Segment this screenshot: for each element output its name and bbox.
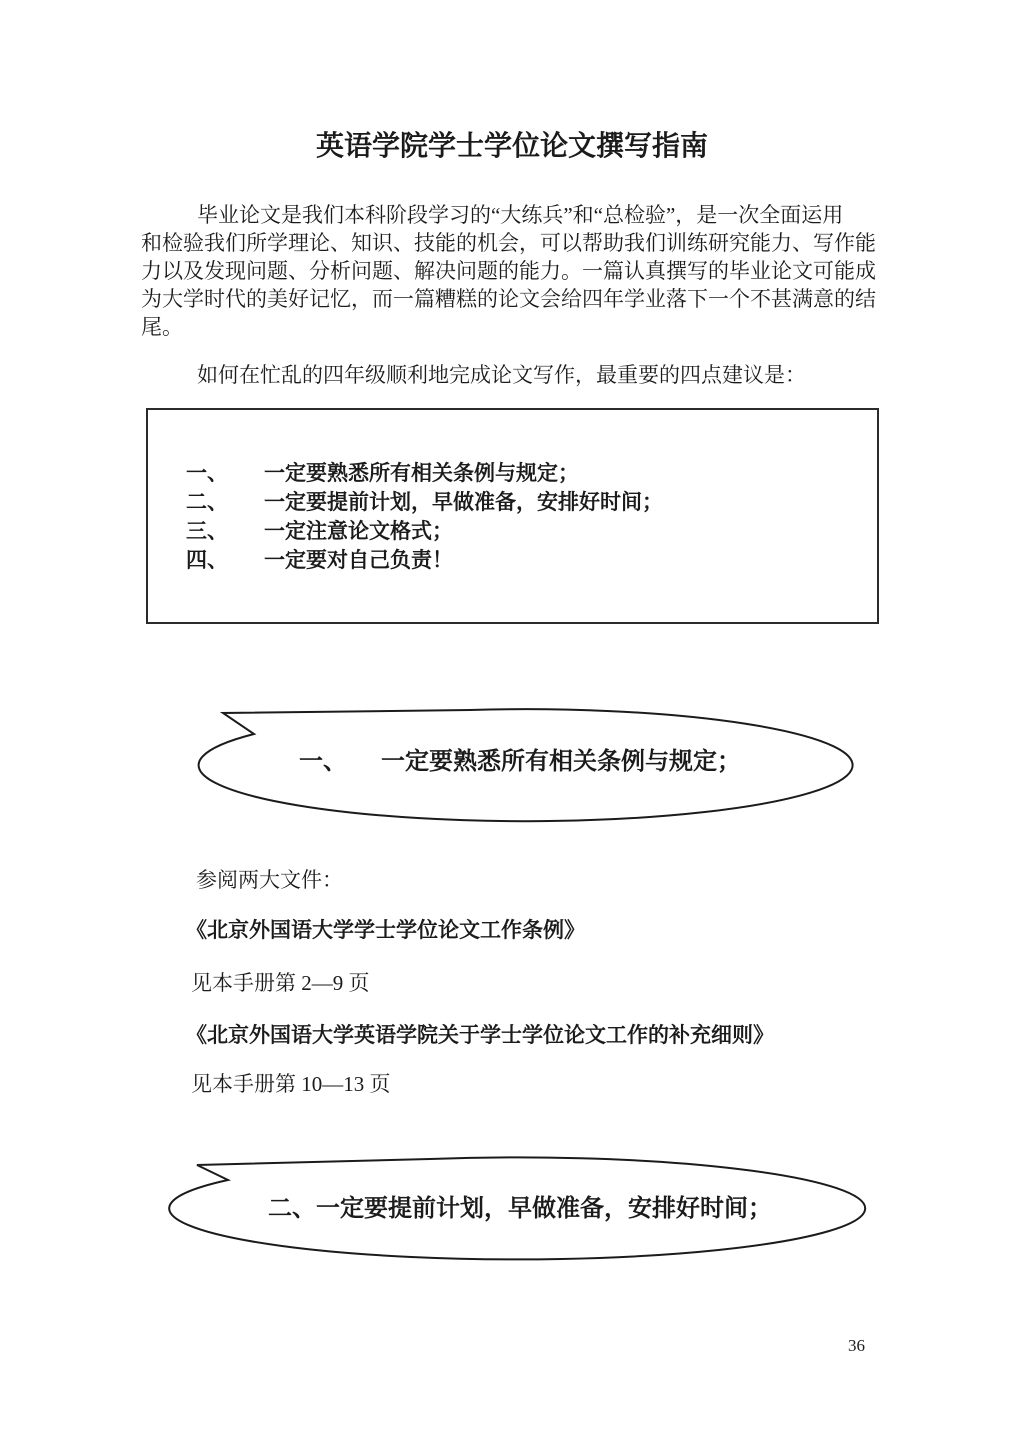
advice-item <box>186 517 867 546</box>
advice-item-marker: 二、 <box>186 490 228 514</box>
paragraph-line: 力以及发现问题、分析问题、解决问题的能力。一篇认真撰写的毕业论文可能成 <box>141 259 876 283</box>
callout-1-marker: 一、 <box>299 748 347 775</box>
advice-box <box>146 408 879 624</box>
advice-item-text: 一定要熟悉所有相关条例与规定； <box>264 461 579 485</box>
reference-lead: 参阅两大文件： <box>196 868 343 892</box>
paragraph-line: 为大学时代的美好记忆，而一篇糟糕的论文会给四年学业落下一个不甚满意的结 <box>141 287 876 311</box>
paragraph-line: 毕业论文是我们本科阶段学习的“大练兵”和“总检验”，是一次全面运用 <box>197 203 844 227</box>
page-title: 英语学院学士学位论文撰写指南 <box>315 130 708 161</box>
advice-item <box>186 546 867 575</box>
advice-item-marker: 一、 <box>186 461 228 485</box>
intro-paragraph <box>141 201 883 341</box>
callout-1-text: 一定要熟悉所有相关条例与规定； <box>381 748 741 775</box>
callout-2-text: 二、一定要提前计划，早做准备，安排好时间； <box>268 1195 772 1222</box>
advice-item-text: 一定要提前计划，早做准备，安排好时间； <box>264 490 663 514</box>
advice-item-marker: 三、 <box>186 519 228 543</box>
advice-item <box>186 459 867 488</box>
advice-item-marker: 四、 <box>186 548 228 572</box>
paragraph-line: 尾。 <box>141 315 183 339</box>
advice-intro-line: 如何在忙乱的四年级顺利地完成论文写作，最重要的四点建议是： <box>197 363 806 387</box>
advice-item <box>186 488 867 517</box>
advice-item-text: 一定要对自己负责！ <box>264 548 453 572</box>
paragraph-line: 和检验我们所学理论、知识、技能的机会，可以帮助我们训练研究能力、写作能 <box>141 231 876 255</box>
advice-item-text: 一定注意论文格式； <box>264 519 453 543</box>
page-number: 36 <box>848 1336 865 1355</box>
callout-2 <box>150 1194 890 1224</box>
reference-pages: 见本手册第 2—9 页 <box>191 971 370 995</box>
callout-1 <box>140 747 900 777</box>
reference-title: 《北京外国语大学英语学院关于学士学位论文工作的补充细则》 <box>186 1023 774 1047</box>
reference-pages: 见本手册第 10—13 页 <box>191 1072 391 1096</box>
advice-list <box>186 459 867 575</box>
reference-title: 《北京外国语大学学士学位论文工作条例》 <box>186 918 585 942</box>
